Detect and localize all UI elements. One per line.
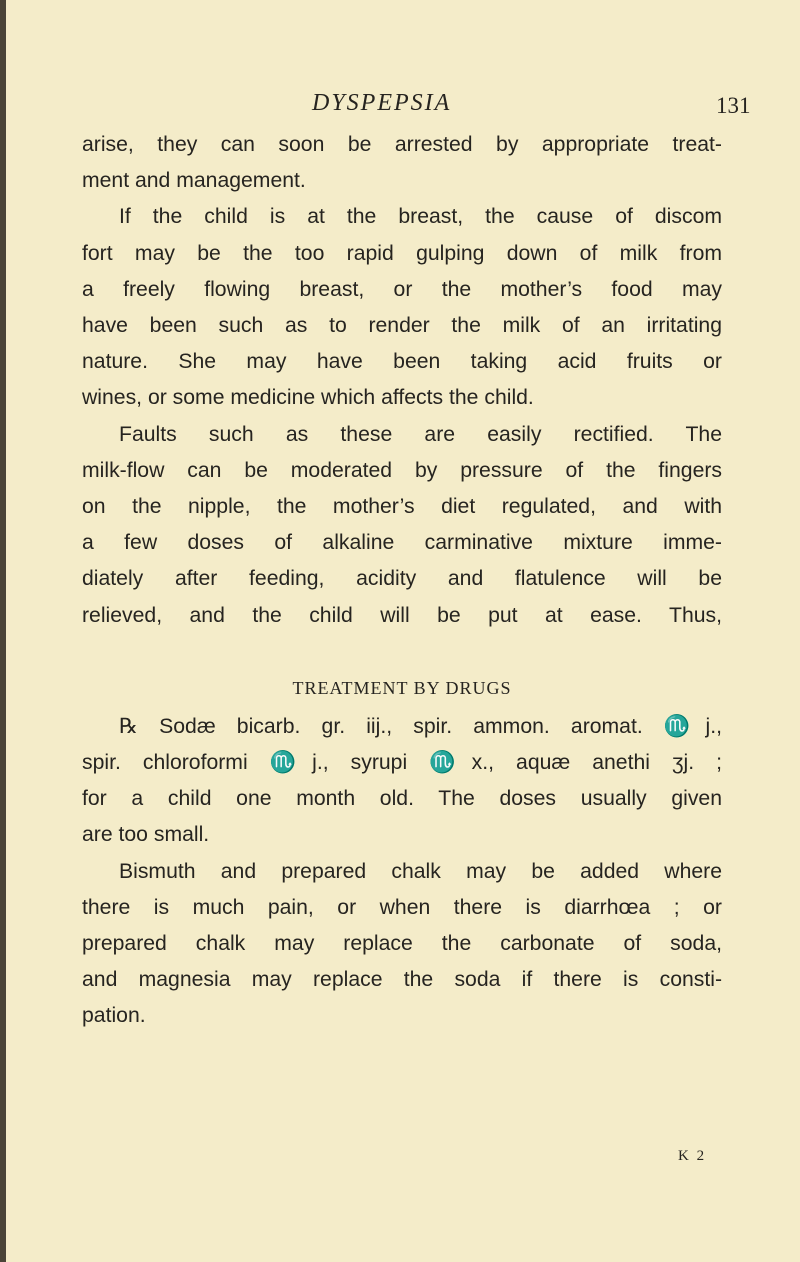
page-binding-edge — [0, 0, 6, 1262]
text-line: spir. chloroformi ♏j., syrupi ♏x., aquæ anethi ʒj. ; — [82, 751, 722, 775]
text-line: relieved, and the child will be put at ease. Thus, — [82, 603, 722, 627]
text-line: a few doses of alkaline carminative mixture imme- — [82, 531, 722, 555]
text-line: have been such as to render the milk of an irritating — [82, 314, 722, 338]
text-line: ment and management. — [82, 169, 306, 193]
page-header — [0, 82, 800, 122]
text-line: there is much pain, or when there is diarrhœa ; or — [82, 895, 722, 919]
text-line: diately after feeding, acidity and flatulence will be — [82, 567, 722, 591]
text-line: If the child is at the breast, the cause of discom — [119, 205, 722, 229]
text-line: ℞ Sodæ bicarb. gr. iij., spir. ammon. aromat. ♏j., — [119, 714, 722, 738]
text-line: arise, they can soon be arrested by appropriate treat- — [82, 133, 722, 156]
text-line: pation. — [82, 1004, 146, 1028]
text-line: and magnesia may replace the soda if there is consti- — [82, 968, 722, 992]
section-heading: TREATMENT BY DRUGS — [292, 677, 512, 698]
text-line: Bismuth and prepared chalk may be added where — [119, 859, 722, 883]
page-number: 131 — [716, 93, 751, 118]
text-line: Faults such as these are easily rectified. The — [119, 422, 722, 446]
paragraphs-after-heading — [82, 709, 722, 1035]
signature-mark: K 2 — [678, 1148, 707, 1164]
body-text — [82, 127, 722, 1035]
text-line: milk-flow can be moderated by pressure of the fingers — [82, 458, 722, 482]
paragraphs-before-heading — [82, 127, 722, 634]
text-line: on the nipple, the mother’s diet regulated, and with — [82, 495, 722, 519]
text-line: nature. She may have been taking acid fruits or — [82, 350, 722, 374]
text-line: for a child one month old. The doses usually given — [82, 787, 722, 811]
text-line: are too small. — [82, 823, 210, 847]
text-line: fort may be the too rapid gulping down of milk from — [82, 241, 722, 265]
text-line: a freely flowing breast, or the mother’s food may — [82, 277, 722, 301]
text-line: prepared chalk may replace the carbonate of soda, — [82, 932, 722, 956]
running-title: DYSPEPSIA — [312, 90, 452, 116]
text-line: wines, or some medicine which affects the child. — [82, 386, 534, 410]
